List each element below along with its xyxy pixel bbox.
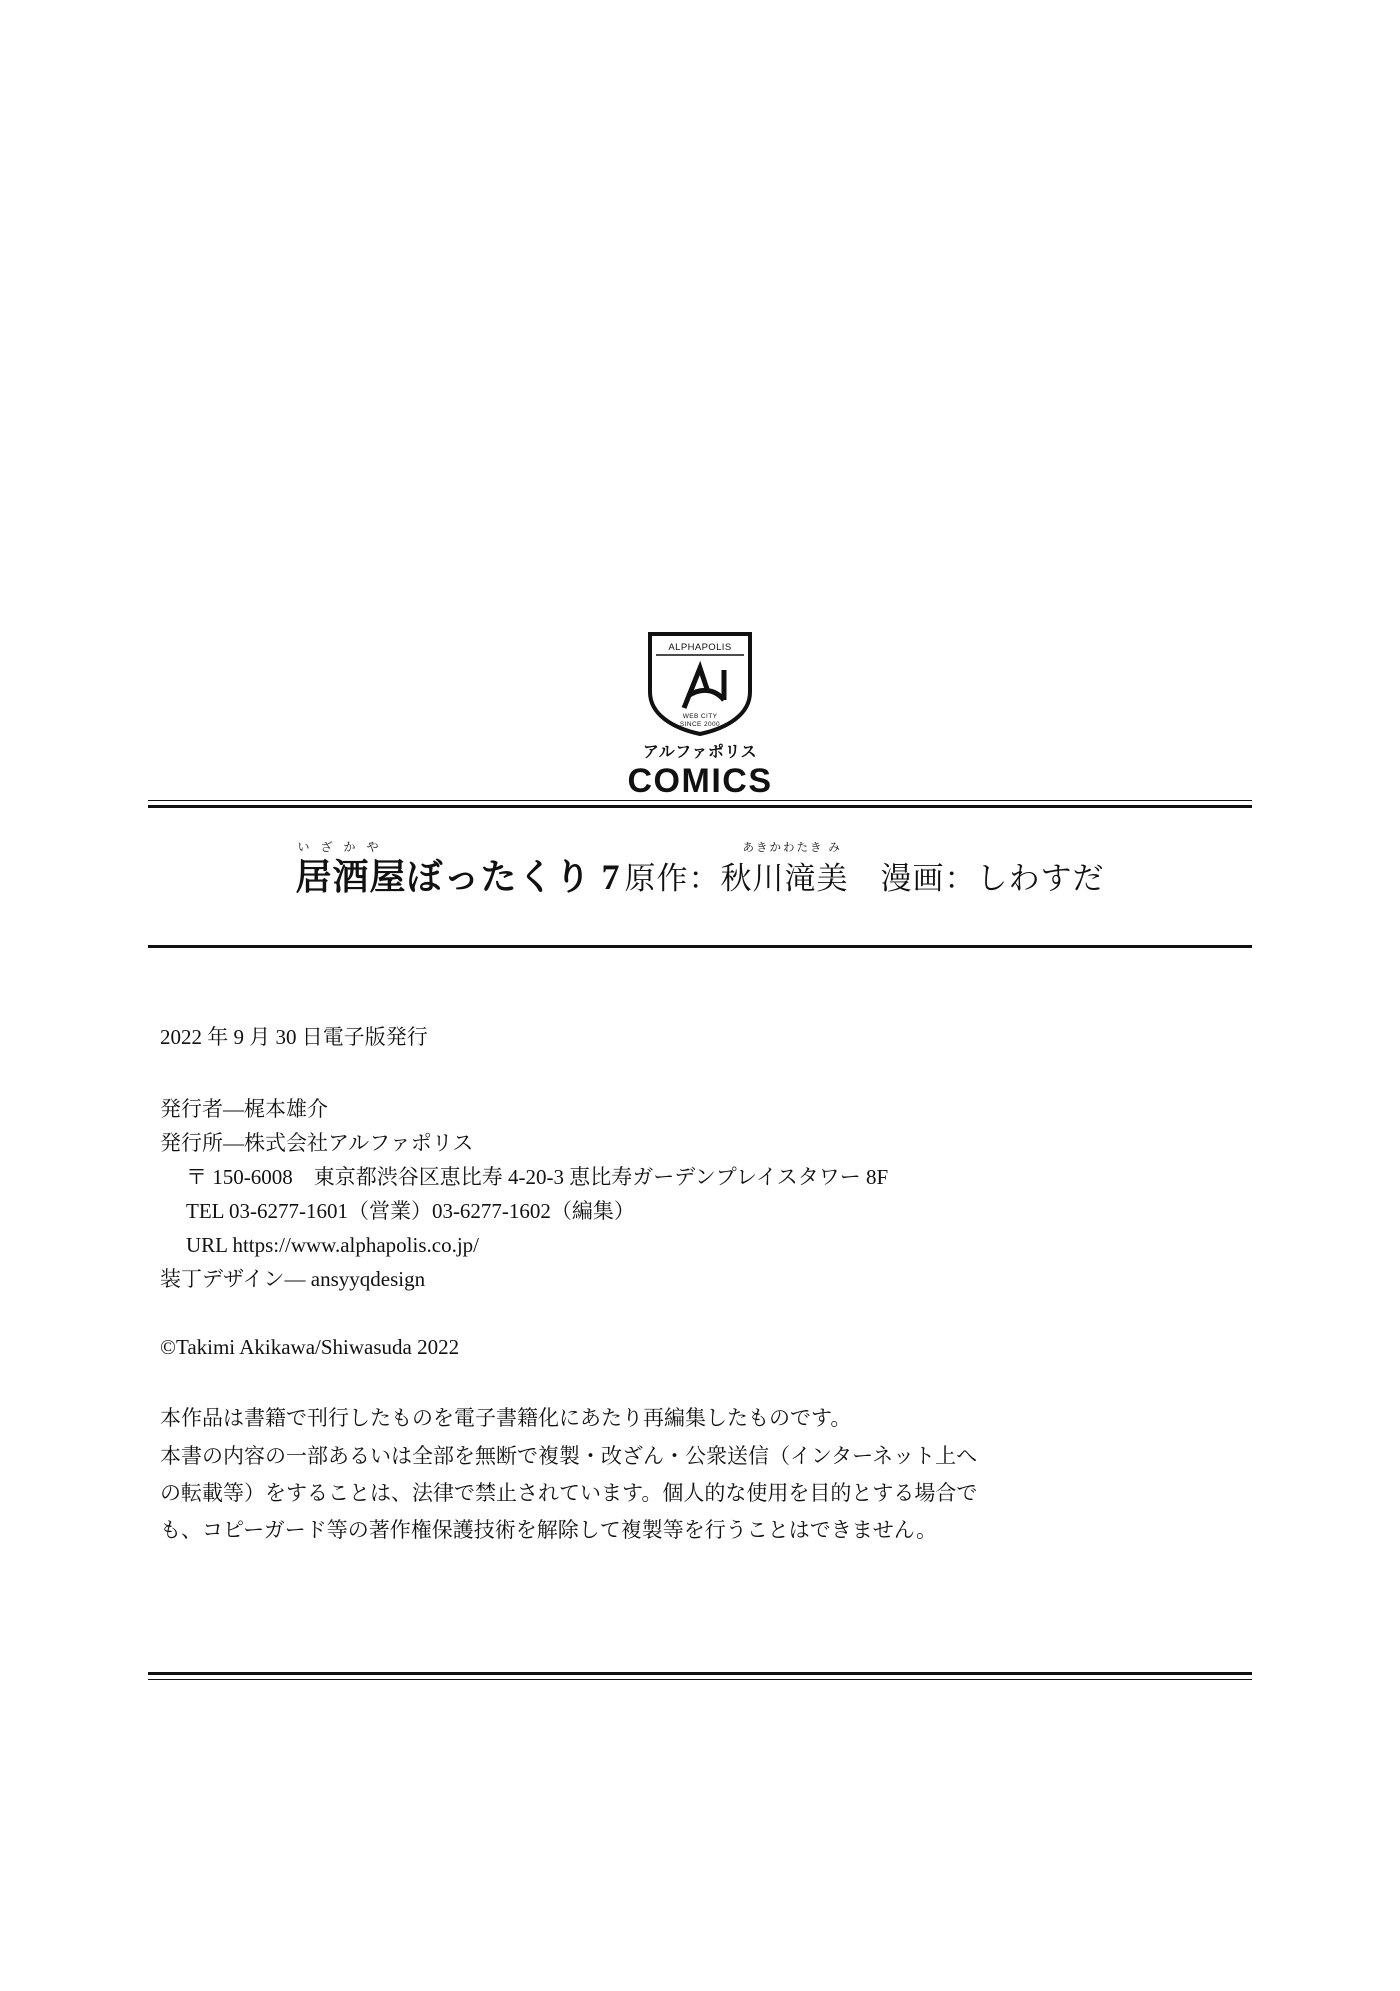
legal-notice-line: 本書の内容の一部あるいは全部を無断で複製・改ざん・公衆送信（インターネット上へ (160, 1443, 978, 1468)
publisher-tel: TEL 03-6277-1601（営業）03-6277-1602（編集） (186, 1199, 635, 1224)
book-title-ruby: い ざ か や (297, 840, 383, 854)
divider-under-title (148, 945, 1252, 948)
colophon-text (160, 1020, 1260, 1550)
legal-notice-line: 本作品は書籍で刊行したものを電子書籍化にあたり再編集したものです。 (160, 1406, 852, 1431)
divider-top (148, 800, 1252, 808)
legal-notice (160, 1400, 1260, 1550)
book-credit-ruby: あきかわたき み (742, 842, 842, 854)
divider-bottom (148, 1672, 1252, 1680)
legal-notice-line: の転載等）をすることは、法律で禁止されています。個人的な使用を目的とする場合で (160, 1480, 978, 1505)
book-credit (624, 842, 1105, 898)
title-block (0, 835, 1400, 899)
divider-under-title-line (148, 945, 1252, 948)
publisher-company: 発行所—株式会社アルファポリス (160, 1131, 474, 1156)
book-title-text: 居酒屋ぼったくり 7 (295, 857, 621, 897)
publisher-url: URL https://www.alphapolis.co.jp/ (186, 1233, 480, 1258)
svg-text:SINCE 2000: SINCE 2000 (679, 721, 721, 728)
copyright-line: ©Takimi Akikawa/Shiwasuda 2022 (160, 1335, 460, 1360)
publisher-kana: アルファポリス (642, 744, 758, 761)
divider-top-line2 (148, 805, 1252, 808)
divider-bottom-line2 (148, 1679, 1252, 1680)
publisher-wordmark: COMICS (627, 761, 773, 800)
book-title (295, 840, 621, 899)
svg-text:ALPHAPOLIS: ALPHAPOLIS (668, 642, 732, 653)
svg-text:WEB CITY: WEB CITY (682, 713, 718, 720)
publication-date: 2022 年 9 月 30 日電子版発行 (160, 1025, 428, 1049)
publisher-person: 発行者—梶本雄介 (160, 1097, 328, 1122)
publisher-logo (0, 630, 1400, 800)
publisher-address: 〒 150-6008 東京都渋谷区恵比寿 4-20-3 恵比寿ガーデンプレイスタワー 8F (186, 1165, 889, 1190)
alphapolis-shield-icon (644, 630, 756, 738)
cover-design-credit: 装丁デザイン— ansyyqdesign (160, 1267, 426, 1292)
legal-notice-line: も、コピーガード等の著作権保護技術を解除して複製等を行うことはできません。 (160, 1518, 937, 1543)
book-credit-text: 原作：秋川滝美 漫画：しわすだ (624, 861, 1105, 896)
